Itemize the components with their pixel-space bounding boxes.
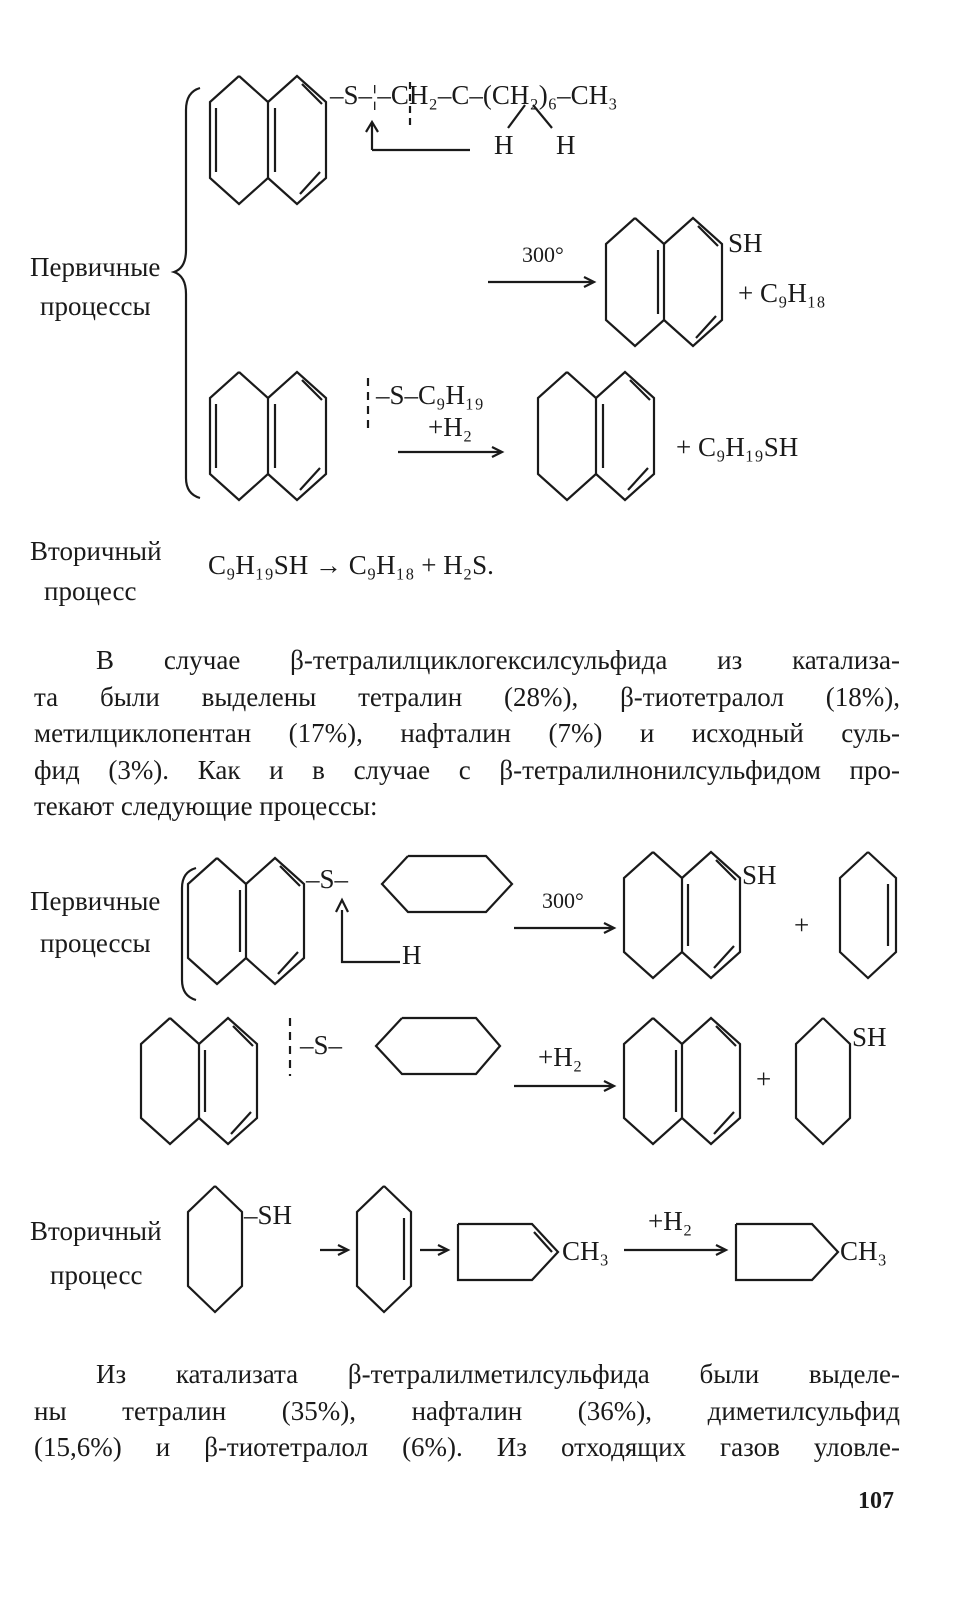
s1-r2-condition: 300°: [522, 242, 564, 267]
s2-label-secondary-1: Вторичный: [30, 1216, 162, 1246]
s2-label-secondary-2: процесс: [50, 1260, 143, 1290]
s2-r1-naphthalene-thiol: [624, 852, 740, 978]
s2-r2-s: –S–: [300, 1030, 343, 1060]
s2-r2-condition: +H₂: [538, 1042, 583, 1072]
s1-r1-chain: –S–¦–CH₂–C–(CH₂)₆–CH₃: [330, 80, 618, 110]
s2-sec-sh: –SH: [244, 1200, 293, 1230]
paragraph-1-line: текают следующие процессы:: [34, 791, 378, 821]
s2-r1-h: H: [402, 940, 422, 970]
s2-r1-naphthalene: [188, 858, 304, 984]
r3-naphthalene: [210, 372, 326, 500]
s2-r2-sh: SH: [852, 1022, 887, 1052]
s1-label-primary-1: Первичные: [30, 252, 161, 282]
paragraph-2-line: ны тетралин (35%), нафталин (36%), диметилсульфид: [34, 1395, 900, 1426]
s2-sec-ch3-a: CH₃: [562, 1236, 609, 1266]
s2-r1-sh: SH: [742, 860, 777, 890]
paragraph-1-line: та были выделены тетралин (28%), β-тиотетралол (18%),: [34, 681, 900, 712]
paragraph-2: [34, 1356, 900, 1466]
s2-sec-ch3-b: CH₃: [840, 1236, 887, 1266]
s2-sec-condition: +H₂: [648, 1206, 693, 1236]
r1-naphthalene: [210, 76, 326, 204]
s1-secondary-equation: C₉H₁₉SH → C₉H₁₈ + H₂S.: [208, 550, 494, 580]
s2-label-primary-1: Первичные: [30, 886, 161, 916]
s1-label-secondary-1: Вторичный: [30, 536, 162, 566]
paragraph-1-line: В случае β-тетралилциклогексилсульфида из катализа-: [96, 645, 900, 675]
paragraph-1: [34, 642, 900, 825]
s1-r3-chain: –S–C₉H₁₉: [376, 380, 484, 410]
s1-r2-sh: SH: [728, 228, 763, 258]
s1-r1-h2: H: [556, 130, 576, 160]
paragraph-2-line: (15,6%) и β-тиотетралол (6%). Из отходящих газов уловле-: [34, 1432, 900, 1462]
s1-label-primary-2: процессы: [40, 291, 151, 321]
s1-r2-product: + C₉H₁₈: [738, 278, 826, 308]
scheme1-brace: [174, 88, 200, 498]
s2-r2-plus: +: [756, 1064, 772, 1094]
r3-product-naphthalene: [538, 372, 654, 500]
page-number: 107: [858, 1488, 894, 1514]
s2-r2-tetralin: [624, 1018, 740, 1144]
s1-r3-condition: +H₂: [428, 412, 473, 442]
s1-r1-h1: H: [494, 130, 514, 160]
r2-naphthalene-thiol: [606, 218, 722, 346]
s2-r1-plus: +: [794, 910, 810, 940]
s1-r3-product: + C₉H₁₉SH: [676, 432, 799, 462]
s2-label-primary-2: процессы: [40, 928, 151, 958]
paragraph-2-line: Из катализата β-тетралилметилсульфида были выделе-: [96, 1359, 900, 1389]
paragraph-1-line: фид (3%). Как и в случае с β-тетралилнонилсульфидом про-: [34, 754, 900, 785]
paragraph-1-line: метилциклопентан (17%), нафталин (7%) и исходный суль-: [34, 718, 900, 748]
s2-r1-s: –S–: [306, 864, 349, 894]
s2-r2-naphthalene: [141, 1018, 257, 1144]
s2-r1-condition: 300°: [542, 888, 584, 913]
s1-label-secondary-2: процесс: [44, 576, 137, 606]
